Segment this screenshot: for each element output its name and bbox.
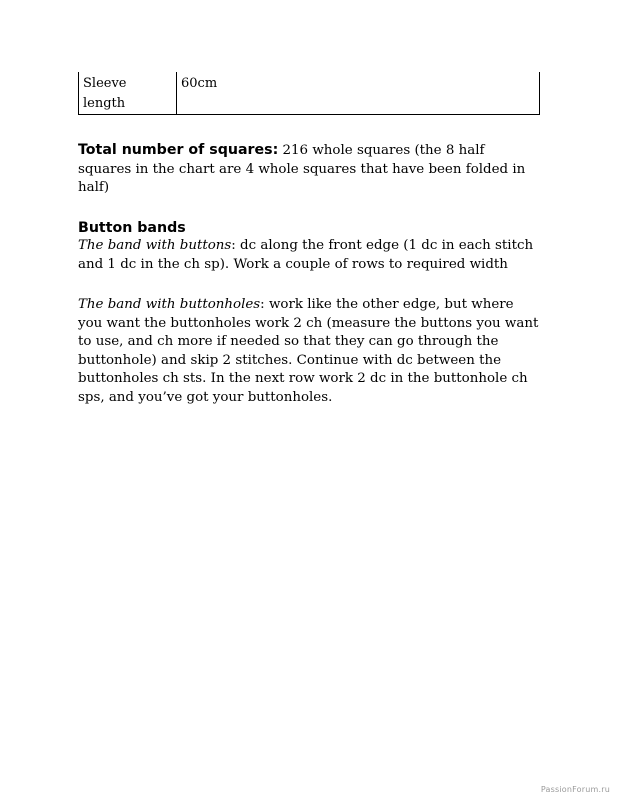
buttons-band-label: The band with buttons [78,238,232,253]
total-squares-paragraph [78,141,540,198]
table-cell-label [79,72,177,115]
measurements-table [78,72,540,115]
buttons-band-paragraph [78,237,540,274]
buttons-band-text: : dc along the front edge (1 dc in each stitch and 1 dc in the ch sp). Work a couple of rows to required width [78,238,534,272]
sleeve-length-value: 60cm [181,76,218,91]
table-row [79,72,540,115]
button-bands-heading: Button bands [78,220,186,236]
buttonholes-band-text: : work like the other edge, but where you want the buttonholes work 2 ch (measure the buttons you want to use, and ch more if needed so that they can go through the buttonhole) and skip 2 stitches. Continue with dc between the buttonholes ch sts. In the next row work 2 dc in the buttonhole ch sps, and you’ve got your buttonholes. [78,297,539,405]
total-squares-text: 216 whole squares (the 8 half squares in the chart are 4 whole squares that have been folded in half) [78,143,526,195]
sleeve-label-line2: length [83,96,126,111]
sleeve-label-line1: Sleeve [83,76,127,91]
buttonholes-band-label: The band with buttonholes [78,297,261,312]
total-squares-label: Total number of squares: [78,142,279,158]
site-watermark: PassionForum.ru [540,785,610,794]
buttonholes-band-paragraph [78,296,540,407]
table-cell-value [177,72,540,115]
